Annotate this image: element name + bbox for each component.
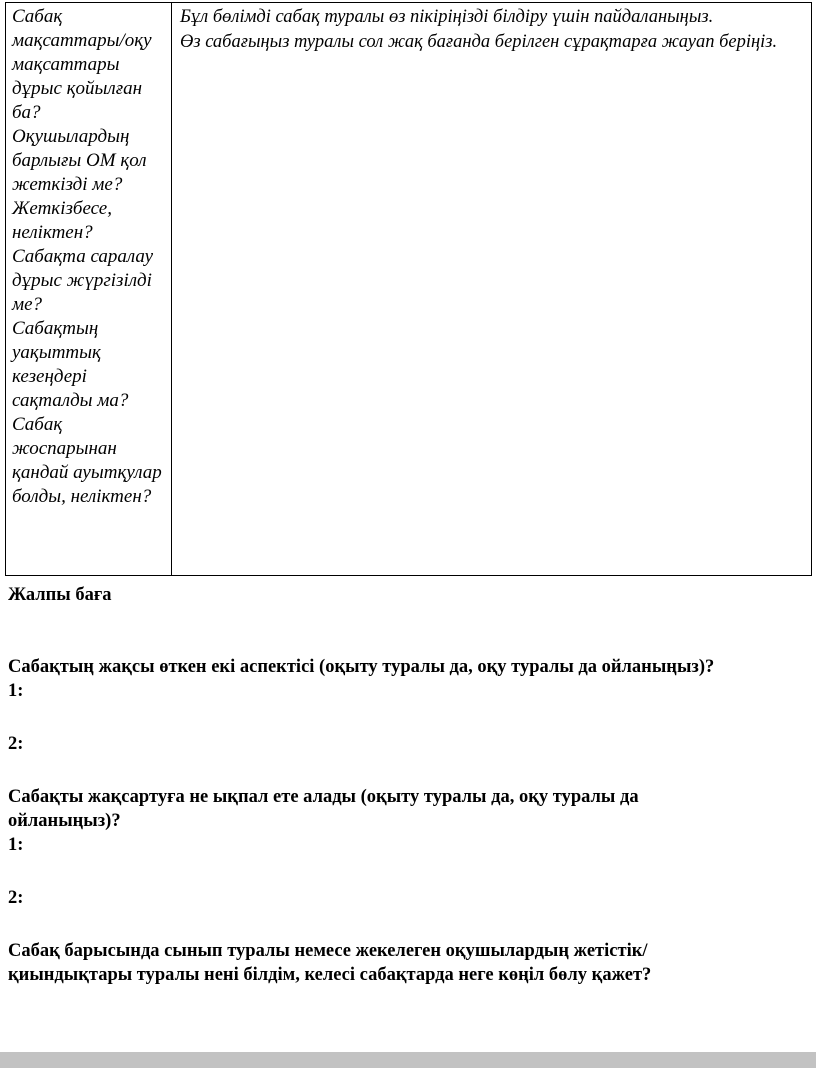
overall-evaluation-heading: Жалпы баға [8,585,112,605]
guiding-question: Сабақта саралау дұрыс жүргізілді ме? [12,246,154,315]
instruction-sentence: Бұл бөлімді сабақ туралы өз пікіріңізді білдіру үшін пайдаланыңыз. [180,7,714,27]
answer-label-2: 2: [8,888,24,908]
answer-label-1: 1: [8,835,24,855]
guiding-question: Сабақтың уақыттық кезеңдері сақталды ма? [12,318,129,411]
overall-evaluation-section [0,580,732,987]
answer-label-2: 2: [8,734,24,754]
instruction-sentence: Өз сабағыңыз туралы сол жақ бағанда берілген сұрақтарға жауап беріңіз. [180,31,778,52]
page-bottom-edge [0,1052,816,1068]
question-improvements: Сабақты жақсартуға не ықпал ете алады (оқыту туралы да, оқу туралы да ойланыңыз)? [8,787,639,831]
guiding-question: Сабақ мақсаттары/оқу мақсаттары дұрыс қойылған ба? [12,6,152,123]
reflection-table [5,2,812,576]
table-row [5,2,812,576]
guiding-question: Жеткізбесе, неліктен? [12,198,112,243]
question-good-aspects: Сабақтың жақсы өткен екі аспектісі (оқыту туралы да, оқу туралы да ойланыңыз)? [8,657,715,677]
guiding-question: Оқушылардың барлығы ОМ қол жеткізді ме? [12,126,147,195]
reflection-instruction-cell [172,3,811,575]
guiding-question: Сабақ жоспарынан қандай ауытқулар болды, неліктен? [12,414,162,507]
guiding-questions-cell [6,3,172,575]
answer-label-1: 1: [8,681,24,701]
question-learned: Сабақ барысында сынып туралы немесе жекелеген оқушылардың жетістік/қиындықтары туралы нені білдім, келесі сабақтарда неге көңіл бөлу қажет? [8,941,652,985]
